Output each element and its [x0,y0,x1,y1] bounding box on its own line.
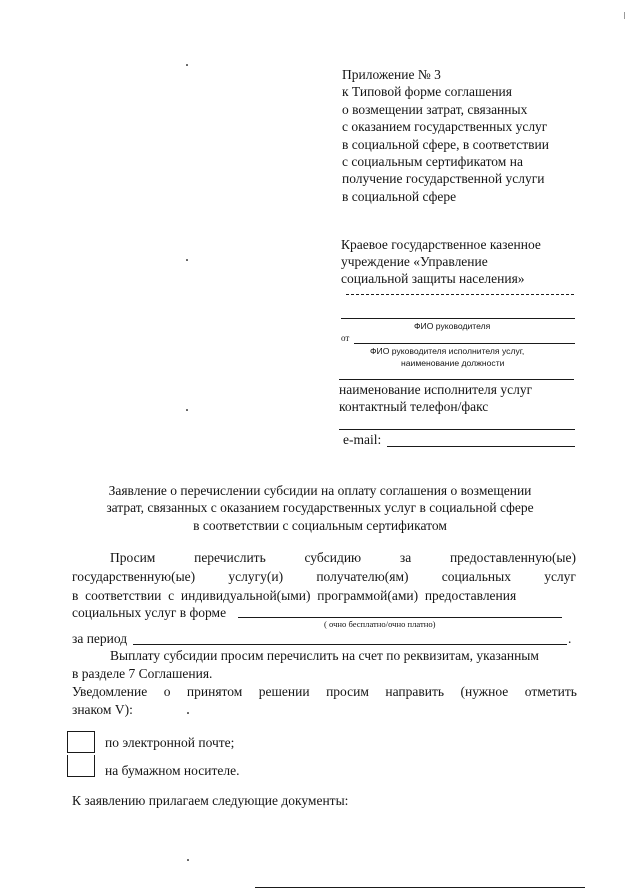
scan-speck [186,409,188,411]
appendix-line: к Типовой форме соглашения [342,84,512,100]
body-word: услугу(и) [228,569,284,584]
provider-name-line[interactable] [339,379,574,380]
addressee-line: Краевое государственное казенное [341,237,541,252]
title-line: затрат, связанных с оказанием государственных услуг в социальной сфере [106,500,534,516]
body-word: государственную(ые) [72,569,196,584]
from-label: от [341,333,350,343]
body-word: субсидию [304,550,362,565]
notify-word: принятом [186,684,243,699]
addressee-line: социальной защиты населения» [341,271,525,286]
email-option-label: по электронной почте; [105,735,235,750]
phone-label: контактный телефон/факс [339,399,489,414]
email-option-checkbox[interactable] [67,731,95,753]
payment-line-1: Выплату субсидии просим перечислить на счет по реквизитам, указанным [110,648,539,663]
body-word: предоставленную(ые) [449,550,576,565]
body-word: услуг [544,569,576,584]
appendix-line: в социальной сфере [342,188,457,204]
period-line[interactable] [133,644,567,645]
title-line: Заявление о перечислении субсидии на оплату соглашения о возмещении [108,483,532,498]
body-line-3: в соответствии с индивидуальной(ыми) программой(ами) предоставления [72,588,517,603]
notify-line-1 [72,683,577,700]
provider-head-line[interactable] [354,343,575,344]
appendix-header [342,66,549,205]
notify-line-2: знаком V): [72,702,133,717]
scan-speck [186,259,188,261]
scan-speck [187,712,189,714]
body-word: социальных [441,569,511,584]
email-line[interactable] [387,446,575,447]
notify-word: отметить [524,684,577,699]
notify-word: решении [258,684,310,699]
scan-mark [624,12,625,19]
body-line-2 [72,568,576,585]
application-title [70,482,570,534]
period-label: за период [72,631,128,646]
head-caption: ФИО руководителя [414,321,491,331]
payment-line-2: в разделе 7 Соглашения. [72,666,213,681]
paper-option-checkbox[interactable] [67,755,95,777]
period-end: . [568,631,572,646]
email-label: e-mail: [343,432,382,447]
addressee-line: учреждение «Управление [341,254,488,269]
head-name-line[interactable] [341,318,575,319]
scan-speck [187,859,189,861]
notify-word: Уведомление [72,684,148,699]
body-line-1 [110,549,576,566]
appendix-line: с социальным сертификатом на [342,153,523,169]
body-word: за [399,550,412,565]
addressee-block [341,236,541,287]
provider-caption-1: ФИО руководителя исполнителя услуг, [370,346,525,356]
addressee-blank-line[interactable] [346,294,574,295]
notify-word: (нужное [460,684,509,699]
appendix-line: в социальной сфере, в соответствии [342,136,549,152]
service-form-line[interactable] [238,617,562,618]
appendix-line: с оказанием государственных услуг [342,119,548,135]
service-form-caption: ( очно бесплатно/очно платно) [324,619,436,629]
notify-word: направить [385,684,445,699]
appendix-line: о возмещении затрат, связанных [342,101,528,117]
bottom-signature-line[interactable] [255,887,585,888]
appendix-line: Приложение № 3 [342,67,441,82]
paper-option-label: на бумажном носителе. [105,763,240,778]
body-word: перечислить [194,550,266,565]
body-line-4: социальных услуг в форме [72,605,227,620]
body-word: Просим [110,550,156,565]
notify-word: о [163,684,171,699]
phone-line[interactable] [339,429,575,430]
provider-caption-2: наименование должности [401,358,505,368]
title-line: в соответствии с социальным сертификатом [193,517,447,533]
provider-name-label: наименование исполнителя услуг [339,382,533,397]
attachments-label: К заявлению прилагаем следующие документы: [72,793,349,808]
appendix-line: получение государственной услуги [342,171,545,187]
notify-word: просим [326,684,369,699]
scan-speck [186,64,188,66]
body-word: получателю(ям) [316,569,409,584]
